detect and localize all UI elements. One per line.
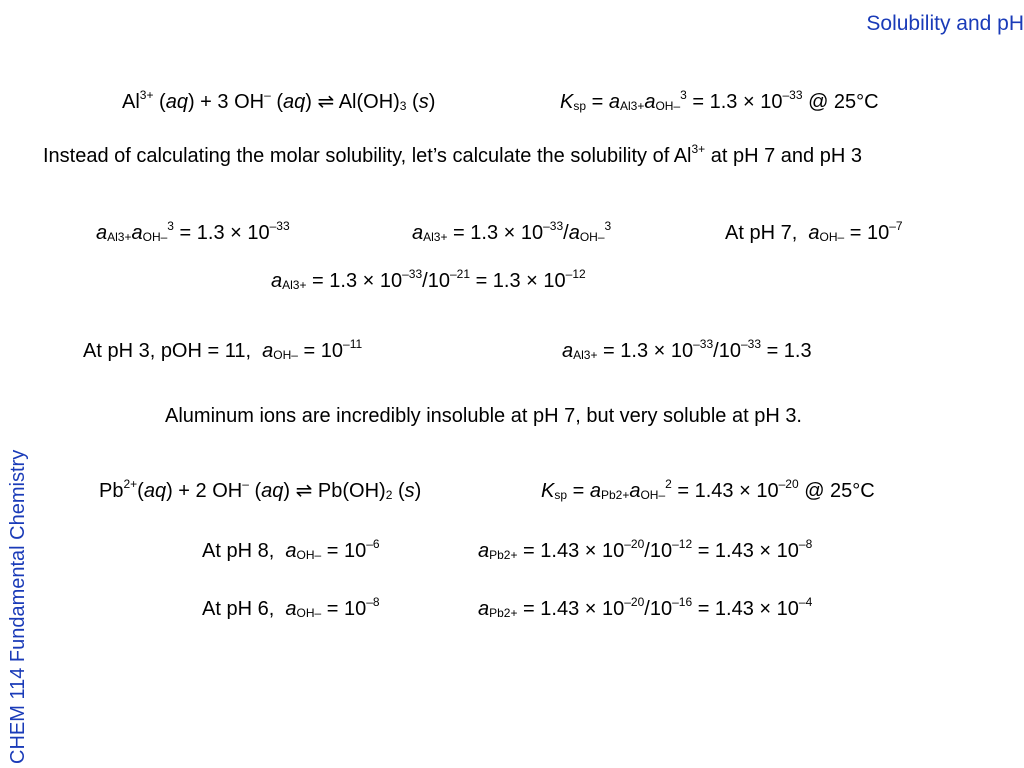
pb-ksp-expression: $K_{sp} = a_{Pb2+}a_{OH-}^2 = 1.43 \times 10^{-20}$ @ 25°C <box>541 477 875 502</box>
pb-reaction-equation: $Pb^{2+}(aq) + 2$ OH– (aq) ⇌ $Pb(OH)_2$ (s) <box>99 477 422 502</box>
intro-paragraph: Instead of calculating the molar solubility, let’s calculate the solubility of $Al^{3+}$ at pH 7 and pH 3 <box>43 142 862 167</box>
ph6-pb-result: $a_{Pb2+} = 1.43 \times 10^{-20}/10^{-16} = 1.43 \times 10^{-4}$ <box>478 595 813 620</box>
ph8-pb-result: $a_{Pb2+} = 1.43 \times 10^{-20}/10^{-12} = 1.43 \times 10^{-8}$ <box>478 537 813 562</box>
ph3-hydroxide-activity: At pH 3, pOH = 11, $a_{OH-} = 10^{-11}$ <box>83 337 363 362</box>
ph8-hydroxide-activity: At pH 8, $a_{OH-} = 10^{-6}$ <box>202 537 380 562</box>
al-conclusion: Aluminum ions are incredibly insoluble at pH 7, but very soluble at pH 3. <box>165 405 802 427</box>
al-ksp-expression: $K_{sp} = a_{Al3+}a_{OH-}^3 = 1.3 \times 10^{-33}$ @ 25°C <box>560 88 879 113</box>
course-label: CHEM 114 Fundamental Chemistry <box>7 449 29 764</box>
al-reaction-equation: $Al^{3+}$ (aq) + 3 OH– (aq) ⇌ $Al(OH)_3$ (s) <box>122 88 436 113</box>
slide-title: Solubility and pH <box>866 12 1024 35</box>
al-activity-product: $a_{Al3+}a_{OH-}^3 = 1.3 \times 10^{-33}$ <box>96 219 290 244</box>
al-activity-rearranged: $a_{Al3+} = 1.3 \times 10^{-33}/a_{OH-}^3$ <box>412 219 612 244</box>
ph3-al-result: $a_{Al3+} = 1.3 \times 10^{-33}/10^{-33} = 1.3$ <box>562 337 812 362</box>
ph6-hydroxide-activity: At pH 6, $a_{OH-} = 10^{-8}$ <box>202 595 380 620</box>
ph7-hydroxide-activity: At pH 7, $a_{OH-} = 10^{-7}$ <box>725 219 903 244</box>
ph7-al-result: $a_{Al3+} = 1.3 \times 10^{-33}/10^{-21} = 1.3 \times 10^{-12}$ <box>271 267 586 292</box>
